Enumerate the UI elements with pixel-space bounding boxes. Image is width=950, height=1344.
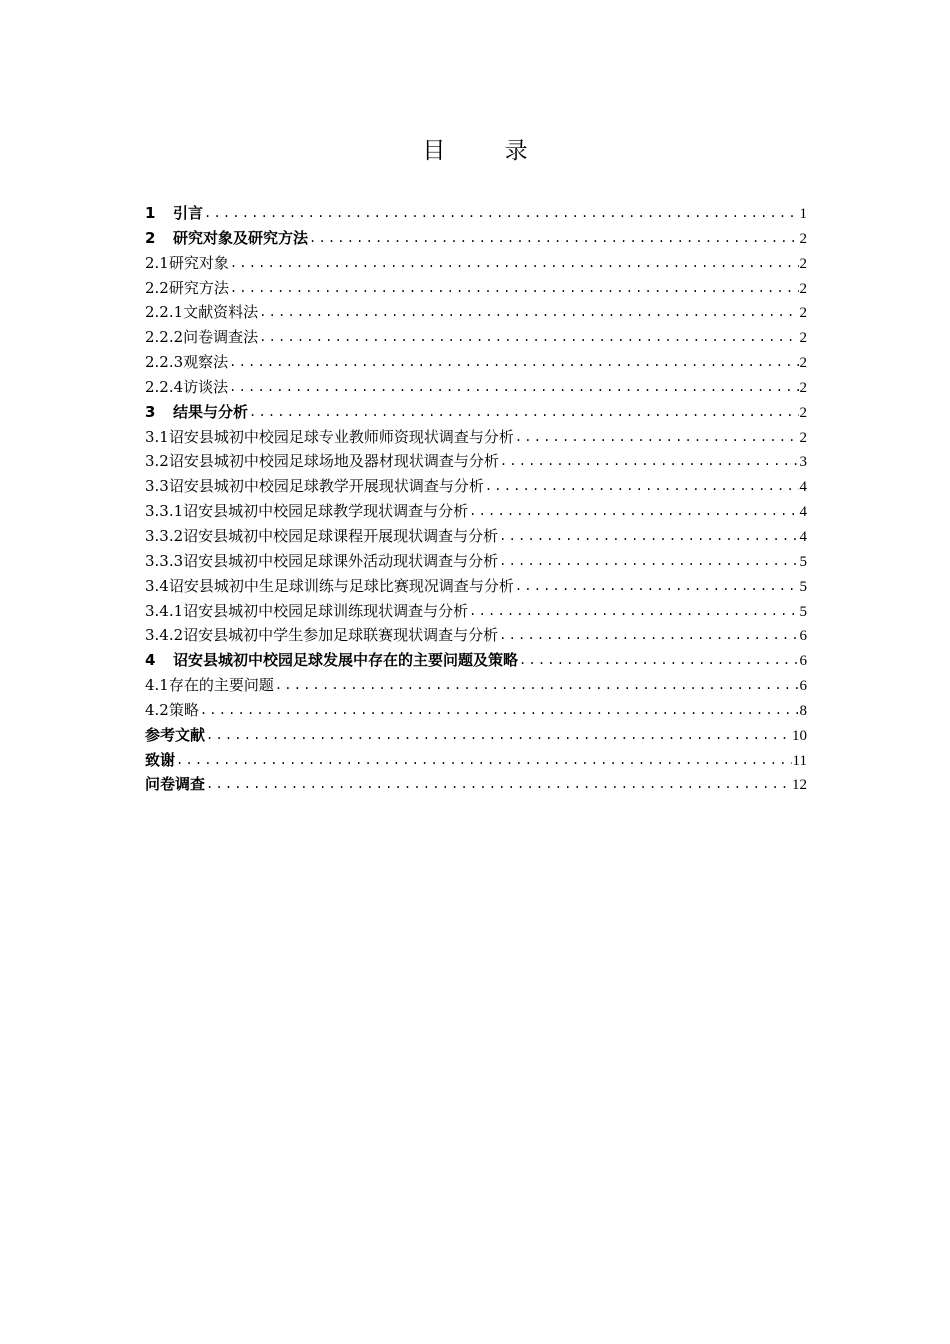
toc-entry-label [145,499,468,524]
toc-list [145,201,807,797]
toc-entry-page: 3 [799,454,807,471]
toc-leader-dots [230,276,799,301]
toc-entry-label [145,524,498,549]
toc-entry-number: 2 [145,228,156,247]
toc-entry-text: 2.2.4访谈法 [145,377,229,396]
toc-entry-text: 3.2诏安县城初中校园足球场地及器材现状调查与分析 [145,452,499,471]
toc-entry-label [145,648,518,673]
toc-entry-text: 2.1研究对象 [145,253,229,272]
toc-entry [145,648,807,673]
toc-entry-label [145,276,229,301]
toc-entry-page: 5 [799,603,807,620]
toc-entry [145,673,807,698]
toc-entry [145,474,807,499]
toc-entry-text: 2.2.2问卷调查法 [145,328,259,347]
toc-entry-label [145,449,499,474]
toc-entry-label [145,226,308,251]
toc-entry [145,425,807,450]
toc-entry-label [145,723,205,748]
toc-entry-number: 4 [145,651,156,670]
toc-entry-label [145,698,199,723]
toc-entry-label [145,574,514,599]
toc-entry [145,400,807,425]
toc-entry [145,276,807,301]
toc-entry-text: 致谢 [145,750,176,769]
toc-entry [145,201,807,226]
toc-leader-dots [469,599,798,624]
toc-leader-dots [275,673,799,698]
toc-leader-dots [500,449,799,474]
toc-entry-number: 1 [145,204,156,222]
toc-entry [145,723,807,748]
toc-entry-text: 3.4诏安县城初中生足球训练与足球比赛现况调查与分析 [145,576,514,595]
toc-entry [145,325,807,350]
toc-entry-page: 6 [799,678,807,695]
toc-leader-dots [176,748,792,773]
toc-leader-dots [206,723,791,748]
toc-entry [145,623,807,648]
toc-entry [145,748,807,773]
toc-entry-text: 3.1诏安县城初中校园足球专业教师师资现状调查与分析 [145,427,514,446]
toc-leader-dots [485,474,799,499]
toc-entry-label [145,549,498,574]
toc-leader-dots [469,499,798,524]
toc-entry [145,599,807,624]
toc-entry [145,251,807,276]
toc-entry-label [145,400,248,425]
toc-entry-page: 6 [799,628,807,645]
toc-entry-page: 2 [799,429,807,446]
toc-entry-text: 2.2.3观察法 [145,353,229,372]
toc-entry-text: 3.3.3诏安县城初中校园足球课外活动现状调查与分析 [145,551,499,570]
toc-entry-text: 3.3.1诏安县城初中校园足球教学现状调查与分析 [145,502,469,521]
toc-entry-text: 4.2策略 [145,700,199,719]
toc-leader-dots [206,772,791,797]
toc-leader-dots [515,425,799,450]
toc-entry [145,226,807,251]
toc-entry [145,375,807,400]
toc-entry-label [145,425,514,450]
toc-entry-label [145,474,484,499]
toc-entry-page: 12 [792,777,807,794]
toc-entry [145,574,807,599]
toc-entry-page: 8 [799,702,807,719]
toc-entry-number: 3 [145,402,156,421]
toc-entry-label [145,300,258,325]
toc-leader-dots [230,251,799,276]
toc-entry-label [145,201,203,226]
toc-entry-text: 结果与分析 [173,402,249,421]
toc-entry-page: 2 [799,404,807,421]
toc-entry-label [145,772,205,797]
toc-entry-text: 研究对象及研究方法 [173,228,309,247]
toc-entry-label [145,350,228,375]
toc-entry [145,350,807,375]
toc-entry-text: 2.2.1文献资料法 [145,303,259,322]
toc-entry-page: 4 [799,479,807,496]
toc-entry-page: 1 [799,206,807,222]
toc-leader-dots [519,648,798,673]
toc-entry-label [145,375,228,400]
toc-entry [145,300,807,325]
toc-entry-page: 2 [799,379,807,396]
toc-leader-dots [259,325,798,350]
toc-entry [145,449,807,474]
toc-leader-dots [515,574,799,599]
toc-entry-label [145,251,229,276]
toc-entry-page: 2 [799,330,807,347]
toc-leader-dots [200,698,799,723]
toc-entry-page: 2 [799,305,807,322]
toc-entry-text: 引言 [173,204,204,222]
toc-entry-text: 2.2研究方法 [145,278,229,297]
toc-leader-dots [499,524,798,549]
toc-entry-label [145,673,274,698]
toc-entry-text: 3.3诏安县城初中校园足球教学开展现状调查与分析 [145,477,484,496]
toc-entry-text: 3.3.2诏安县城初中校园足球课程开展现状调查与分析 [145,526,499,545]
toc-leader-dots [499,549,798,574]
toc-entry-text: 问卷调查 [145,775,206,794]
toc-entry [145,524,807,549]
toc-entry-page: 10 [792,727,807,744]
toc-entry-label [145,748,175,773]
toc-leader-dots [309,226,798,251]
toc-entry-page: 4 [799,504,807,521]
toc-entry-page: 2 [799,230,807,247]
toc-leader-dots [229,350,798,375]
toc-title: 目 录 [422,138,554,164]
toc-leader-dots [259,300,798,325]
toc-entry-page: 5 [799,553,807,570]
toc-leader-dots [229,375,798,400]
toc-entry-text: 参考文献 [145,725,206,744]
toc-entry [145,499,807,524]
toc-entry-page: 2 [799,255,807,272]
toc-entry [145,772,807,797]
toc-entry-page: 6 [799,653,807,670]
toc-leader-dots [249,400,798,425]
toc-entry [145,698,807,723]
toc-entry-page: 11 [792,752,807,769]
toc-entry-label [145,325,258,350]
toc-leader-dots [204,201,798,226]
toc-entry-page: 2 [799,280,807,297]
toc-entry-page: 2 [799,355,807,372]
toc-entry-text: 诏安县城初中校园足球发展中存在的主要问题及策略 [173,651,519,670]
toc-entry-label [145,599,468,624]
toc-entry-label [145,623,498,648]
toc-entry-text: 3.4.2诏安县城初中学生参加足球联赛现状调查与分析 [145,626,499,645]
toc-entry-page: 4 [799,528,807,545]
toc-leader-dots [499,623,798,648]
toc-entry-page: 5 [799,578,807,595]
toc-entry-text: 4.1存在的主要问题 [145,676,274,695]
toc-entry-text: 3.4.1诏安县城初中校园足球训练现状调查与分析 [145,601,469,620]
toc-entry [145,549,807,574]
